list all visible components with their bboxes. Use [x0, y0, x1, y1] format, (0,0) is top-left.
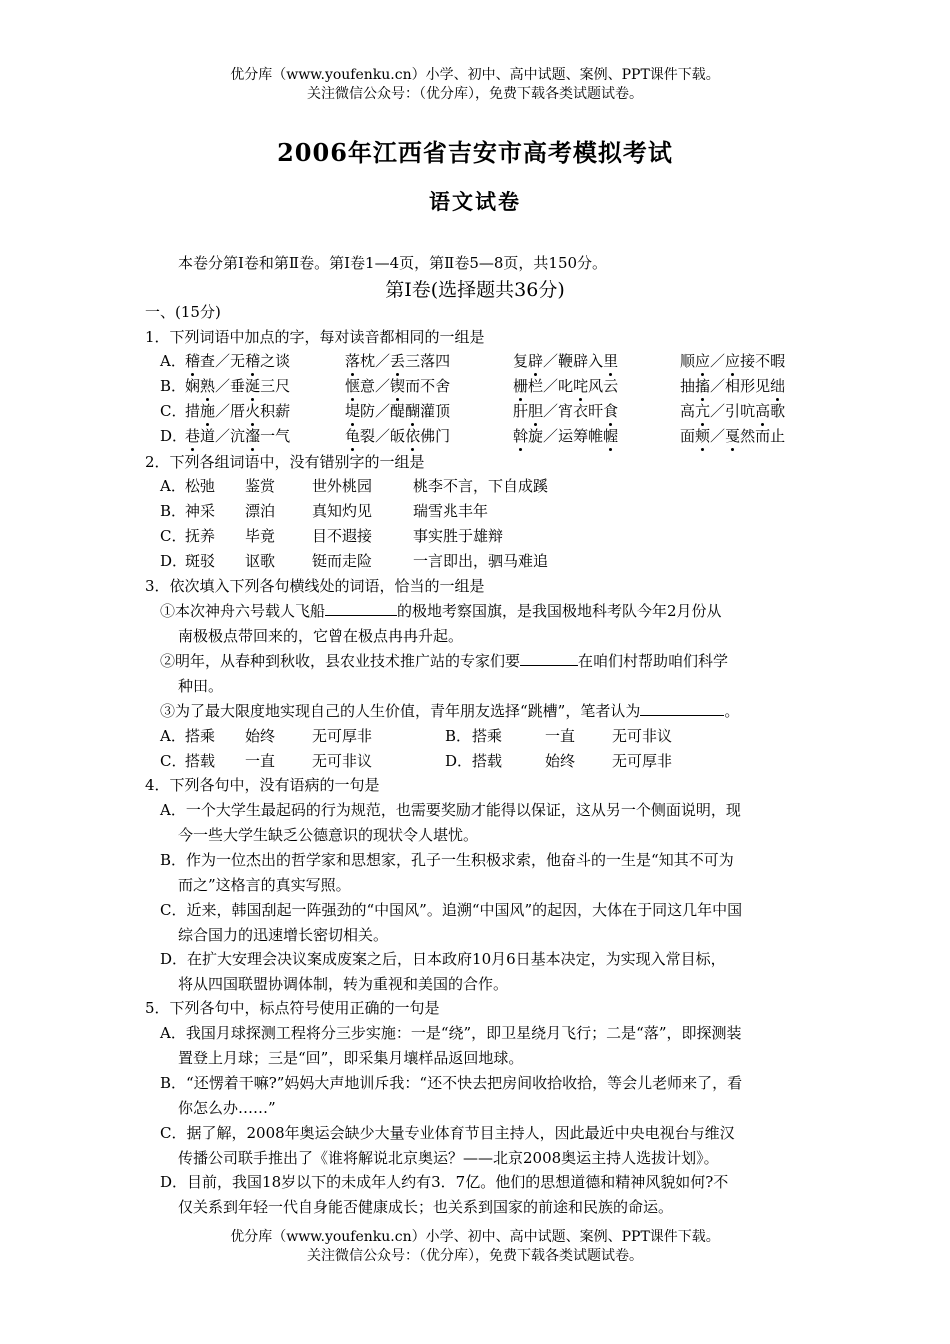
q3-option-item: 始终 [545, 752, 576, 770]
q3-s2-a: ②明年，从春种到秋收，县农业技术推广站的专家们要 [160, 652, 521, 670]
q1-option-item: 栅栏／叱咤风云 [513, 377, 619, 395]
q3-option-item: 始终 [245, 727, 276, 745]
q5-option-a-2: 置登上月球；三是“回”，即采集月壤样品返回地球。 [178, 1049, 524, 1067]
q1-option-item: 娴熟／垂涎三尺 [185, 377, 291, 395]
q3-option-item: 一直 [245, 752, 276, 770]
q3-s3-a: ③为了最大限度地实现自己的人生价值，青年朋友选择“跳槽”，笔者认为 [160, 702, 641, 720]
header-line-2: 关注微信公众号：（优分库），免费下载各类试题试卷。 [307, 86, 643, 102]
q1-option-item: 斡旋／运筹帷幄 [513, 427, 619, 445]
exam-subtitle: 语文试卷 [429, 189, 521, 214]
footer-line-2: 关注微信公众号：（优分库），免费下载各类试题试卷。 [307, 1248, 643, 1264]
q2-option-item: 抚养 [185, 527, 216, 545]
q2-option-label: A． [160, 477, 186, 495]
q3-option-item: 搭载 [185, 752, 216, 770]
q1-option-label: C． [160, 402, 187, 420]
q3-s1-b: 的极地考察国旗，是我国极地科考队今年2月份从 [397, 602, 722, 620]
q1-option-label: D． [160, 427, 188, 445]
q3-blank-3 [640, 701, 724, 716]
q5-option-d-2: 仅关系到年轻一代自身能否健康成长；也关系到国家的前途和民族的命运。 [178, 1198, 674, 1216]
q5-option-b-2: 你怎么办……” [178, 1099, 276, 1117]
q2-option-item: 讴歌 [245, 552, 276, 570]
q1-option-item: 惬意／锲而不舍 [345, 377, 451, 395]
q4-stem: 4．下列各句中，没有语病的一句是 [145, 776, 380, 794]
q3-option-item: 无可非议 [612, 727, 673, 745]
q1-option-item: 龟裂／皈依佛门 [345, 427, 451, 445]
header-line-1: 优分库（www.youfenku.cn）小学、初中、高中试题、案例、PPT课件下载。 [230, 67, 720, 83]
q3-sentence-1 [160, 601, 722, 621]
q1-option-item: 肝胆／宵衣旰食 [513, 402, 619, 420]
q4-option-c-2: 综合国力的迅速增长密切相关。 [178, 926, 389, 944]
q1-option-item: 高亢／引吭高歌 [680, 402, 786, 420]
section-1-heading: 一、(15分) [145, 303, 221, 321]
q3-option-item: 搭乘 [472, 727, 503, 745]
q1-option-item: 巷道／沆瀣一气 [185, 427, 291, 445]
q2-option-item: 一言即出，驷马难追 [413, 552, 549, 570]
q3-stem: 3．依次填入下列各句横线处的词语，恰当的一组是 [145, 577, 485, 595]
q2-option-item: 鉴赏 [245, 477, 276, 495]
q3-option-label: B． [445, 727, 472, 745]
q3-option-item: 无可厚非 [312, 727, 373, 745]
q2-option-item: 真知灼见 [312, 502, 373, 520]
q3-sentence-3 [160, 701, 739, 721]
q1-option-item: 复辟／鞭辟入里 [513, 352, 619, 370]
q3-option-label: A． [160, 727, 186, 745]
q3-s2-c: 种田。 [178, 677, 224, 695]
q3-s3-b: 。 [724, 702, 740, 720]
q1-option-item: 措施／厝火积薪 [185, 402, 291, 420]
exam-title: 2006年江西省吉安市高考模拟考试 [277, 138, 673, 167]
q5-option-c-1: C．据了解，2008年奥运会缺少大量专业体育节目主持人，因此最近中央电视台与维汉 [160, 1124, 735, 1142]
intro-text: 本卷分第Ⅰ卷和第Ⅱ卷。第Ⅰ卷1—4页，第Ⅱ卷5—8页，共150分。 [178, 254, 608, 272]
q3-sentence-2 [160, 651, 728, 671]
q1-option-label: A． [160, 352, 186, 370]
q2-option-item: 世外桃园 [312, 477, 373, 495]
q2-option-item: 铤而走险 [312, 552, 373, 570]
q2-option-item: 瑞雪兆丰年 [413, 502, 489, 520]
q2-option-label: B． [160, 502, 187, 520]
q4-option-d-1: D．在扩大安理会决议案成废案之后，日本政府10月6日基本决定，为实现入常目标， [160, 950, 726, 968]
q3-option-label: D． [445, 752, 473, 770]
q1-option-item: 稽查／无稽之谈 [185, 352, 291, 370]
q4-option-d-2: 将从四国联盟协调体制，转为重视和美国的合作。 [178, 975, 509, 993]
q3-option-item: 无可厚非 [612, 752, 673, 770]
q3-option-item: 无可非议 [312, 752, 373, 770]
q3-option-item: 搭乘 [185, 727, 216, 745]
q3-s1-a: ①本次神舟六号载人飞船 [160, 602, 326, 620]
q1-option-label: B． [160, 377, 187, 395]
q1-option-item: 面颊／戛然而止 [680, 427, 786, 445]
q1-option-item: 抽搐／相形见绌 [680, 377, 786, 395]
q2-option-item: 桃李不言，下自成蹊 [413, 477, 549, 495]
q2-option-item: 事实胜于雄辩 [413, 527, 504, 545]
q2-option-item: 松弛 [185, 477, 216, 495]
q2-option-item: 神采 [185, 502, 216, 520]
q2-option-item: 斑驳 [185, 552, 216, 570]
q5-option-a-1: A．我国月球探测工程将分三步实施：一是“绕”，即卫星绕月飞行；二是“落”，即探测装 [160, 1024, 742, 1042]
q4-option-c-1: C．近来，韩国刮起一阵强劲的“中国风”。追溯“中国风”的起因，大体在于同这几年中国 [160, 901, 743, 919]
q1-option-item: 落枕／丢三落四 [345, 352, 451, 370]
part1-title: 第Ⅰ卷(选择题共36分) [385, 279, 565, 301]
q1-option-item: 顺应／应接不暇 [680, 352, 786, 370]
q1-stem: 1．下列词语中加点的字，每对读音都相同的一组是 [145, 328, 485, 346]
q2-option-label: C． [160, 527, 187, 545]
q5-option-d-1: D．目前，我国18岁以下的未成年人约有3．7亿。他们的思想道德和精神风貌如何?不 [160, 1173, 729, 1191]
q4-option-a-1: A．一个大学生最起码的行为规范，也需要奖励才能得以保证，这从另一个侧面说明，现 [160, 801, 741, 819]
q3-blank-2 [520, 651, 578, 666]
q3-option-item: 搭载 [472, 752, 503, 770]
q3-option-label: C． [160, 752, 187, 770]
q1-option-item: 堤防／醍醐灌顶 [345, 402, 451, 420]
q5-option-b-1: B．“还愣着干嘛?”妈妈大声地训斥我：“还不快去把房间收拾收拾，等会儿老师来了，看 [160, 1074, 743, 1092]
q3-s2-b: 在咱们村帮助咱们科学 [578, 652, 729, 670]
q5-option-c-2: 传播公司联手推出了《谁将解说北京奥运？——北京2008奥运主持人选拔计划》。 [178, 1149, 719, 1167]
q4-option-b-1: B．作为一位杰出的哲学家和思想家，孔子一生积极求索，他奋斗的一生是“知其不可为 [160, 851, 734, 869]
q3-blank-1 [325, 601, 397, 616]
q2-stem: 2．下列各组词语中，没有错别字的一组是 [145, 453, 425, 471]
q4-option-a-2: 今一些大学生缺乏公德意识的现状令人堪忧。 [178, 826, 479, 844]
q3-option-item: 一直 [545, 727, 576, 745]
q2-option-item: 毕竟 [245, 527, 276, 545]
q4-option-b-2: 而之”这格言的真实写照。 [178, 876, 351, 894]
q5-stem: 5．下列各句中，标点符号使用正确的一句是 [145, 999, 440, 1017]
q2-option-item: 漂泊 [245, 502, 276, 520]
q2-option-item: 目不遐接 [312, 527, 373, 545]
q2-option-label: D． [160, 552, 188, 570]
footer-line-1: 优分库（www.youfenku.cn）小学、初中、高中试题、案例、PPT课件下载。 [230, 1229, 720, 1245]
q3-s1-c: 南极极点带回来的，它曾在极点冉冉升起。 [178, 627, 464, 645]
